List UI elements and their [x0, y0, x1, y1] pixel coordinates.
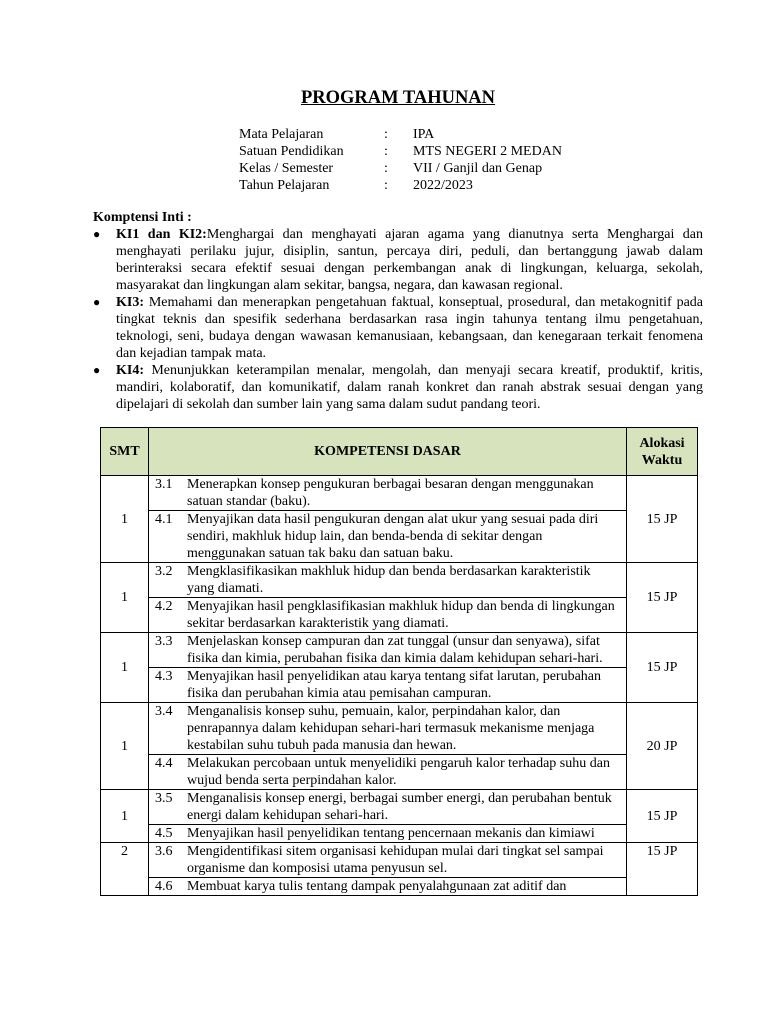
header-alokasi-waktu: Alokasi Waktu — [627, 428, 698, 476]
info-separator: : — [384, 161, 388, 176]
alokasi-cell: 15 JP — [627, 476, 698, 563]
kd-code: 4.5 — [155, 826, 173, 841]
kd-item — [149, 703, 626, 754]
kd-code: 4.3 — [155, 669, 173, 684]
kd-item — [149, 877, 626, 895]
kompetensi-table — [100, 427, 698, 896]
info-label: Kelas / Semester — [239, 161, 334, 176]
table-header-row — [101, 428, 698, 476]
kd-text: Menyajikan hasil penyelidikan atau karya tentang sifat larutan, perubahan fisika dan perubahan kimia atau pemisahan campuran. — [187, 669, 602, 701]
table-row — [101, 703, 698, 790]
smt-cell: 1 — [101, 633, 149, 703]
ki-item — [93, 294, 703, 362]
document-title: PROGRAM TAHUNAN — [300, 88, 496, 108]
alokasi-cell: 15 JP — [627, 563, 698, 633]
table-row — [101, 633, 698, 703]
info-separator: : — [384, 127, 388, 142]
kd-cell — [149, 843, 627, 896]
kd-text: Menyajikan data hasil pengukuran dengan alat ukur yang sesuai pada diri sendiri, makhluk hidup lain, dan benda-benda di sekitar dengan menggunakan satuan tak baku dan satuan baku. — [187, 512, 599, 561]
ki-label: KI4: — [116, 363, 144, 378]
ki-label: KI1 dan KI2: — [116, 227, 207, 242]
header-smt: SMT — [101, 428, 149, 476]
kd-text: Menyajikan hasil penyelidikan tentang pencernaan mekanis dan kimiawi — [187, 826, 595, 841]
bullet-icon: ● — [93, 227, 101, 241]
info-value: 2022/2023 — [413, 178, 473, 193]
kd-text: Membuat karya tulis tentang dampak penyalahgunaan zat aditif dan — [187, 879, 567, 894]
kd-item — [149, 790, 626, 824]
kd-code: 4.6 — [155, 879, 173, 894]
smt-cell: 2 — [101, 843, 149, 896]
kd-code: 3.2 — [155, 564, 173, 579]
info-value: IPA — [413, 127, 435, 142]
kd-text: Mengidentifikasi sitem organisasi kehidupan mulai dari tingkat sel sampai organisme dan komposisi utama penyusun sel. — [187, 844, 604, 876]
info-label: Tahun Pelajaran — [239, 178, 330, 193]
kd-item — [149, 824, 626, 842]
kd-code: 3.4 — [155, 704, 173, 719]
kd-cell — [149, 563, 627, 633]
kd-cell — [149, 790, 627, 843]
kd-text: Melakukan percobaan untuk menyelidiki pengaruh kalor terhadap suhu dan wujud benda serta perpindahan kalor. — [187, 756, 610, 788]
info-value: VII / Ganjil dan Genap — [413, 161, 543, 176]
kd-code: 4.2 — [155, 599, 173, 614]
kd-text: Menyajikan hasil pengklasifikasian makhluk hidup dan benda di lingkungan sekitar berdasarkan karakteristik yang diamati. — [187, 599, 615, 631]
kd-text: Menganalisis konsep suhu, pemuain, kalor, perpindahan kalor, dan penrapannya dalam kehidupan sehari-hari termasuk mekanisme menjaga kestabilan suhu tubuh pada manusia dan hewan. — [187, 704, 595, 753]
ki-item — [93, 362, 703, 413]
kd-item — [149, 633, 626, 667]
table-row — [101, 563, 698, 633]
bullet-icon: ● — [93, 295, 101, 309]
info-separator: : — [384, 144, 388, 159]
kd-text: Menjelaskan konsep campuran dan zat tunggal (unsur dan senyawa), sifat fisika dan kimia, perubahan fisika dan kimia dalam kehidupan sehari-hari. — [187, 634, 603, 666]
ki-item — [93, 226, 703, 294]
kd-code: 4.1 — [155, 512, 173, 527]
smt-cell: 1 — [101, 476, 149, 563]
info-row-school — [239, 143, 562, 160]
smt-cell: 1 — [101, 790, 149, 843]
kd-code: 4.4 — [155, 756, 173, 771]
kd-code: 3.1 — [155, 477, 173, 492]
kd-code: 3.5 — [155, 791, 173, 806]
kd-item — [149, 667, 626, 702]
alokasi-cell: 15 JP — [627, 790, 698, 843]
smt-cell: 1 — [101, 703, 149, 790]
info-row-class — [239, 160, 562, 177]
kd-item — [149, 754, 626, 789]
alokasi-cell: 15 JP — [627, 843, 698, 896]
info-separator: : — [384, 178, 388, 193]
kd-code: 3.6 — [155, 844, 173, 859]
kd-text: Mengklasifikasikan makhluk hidup dan benda berdasarkan karakteristik yang diamati. — [187, 564, 591, 596]
info-label: Satuan Pendidikan — [239, 144, 344, 159]
ki-label: KI3: — [116, 295, 144, 310]
table-row — [101, 843, 698, 896]
kd-item — [149, 563, 626, 597]
info-block — [239, 126, 562, 194]
kd-item — [149, 843, 626, 877]
bullet-icon: ● — [93, 363, 101, 377]
kd-cell — [149, 703, 627, 790]
ki-heading: Komptensi Inti : — [93, 210, 192, 225]
ki-text: Menunjukkan keterampilan menalar, mengolah, dan menyaji secara kreatif, produktif, kritis, mandiri, kolaboratif, dan komunikatif, dalam ranah konkret dan ranah abstrak sesuai dengan yang dipelajari di sekolah dan sumber lain yang sama dalam sudut pandang teori. — [116, 363, 703, 412]
kd-item — [149, 510, 626, 562]
table-row — [101, 790, 698, 843]
alokasi-cell: 20 JP — [627, 703, 698, 790]
kd-cell — [149, 476, 627, 563]
info-label: Mata Pelajaran — [239, 127, 324, 142]
smt-cell: 1 — [101, 563, 149, 633]
ki-text: Menghargai dan menghayati ajaran agama yang dianutnya serta Menghargai dan menghayati perilaku jujur, disiplin, santun, percaya diri, peduli, dan bertanggung jawab dalam berinteraksi secara efektif sesuai dengan perkembangan anak di lingkungan, keluarga, sekolah, masyarakat dan lingkungan alam sekitar, bangsa, negara, dan kawasan regional. — [116, 227, 703, 293]
info-row-year — [239, 177, 562, 194]
kd-item — [149, 476, 626, 510]
kd-item — [149, 597, 626, 632]
table-row — [101, 476, 698, 563]
ki-text: Memahami dan menerapkan pengetahuan faktual, konseptual, prosedural, dan metakognitif pada tingkat teknis dan spesifik sederhana berdasarkan rasa ingin tahunya tentang ilmu pengetahuan, teknologi, seni, budaya dengan wawasan kemanusiaan, kebangsaan, dan kenegaraan terkait fenomena dan kejadian tampak mata. — [116, 295, 703, 361]
info-row-subject — [239, 126, 562, 143]
kd-text: Menerapkan konsep pengukuran berbagai besaran dengan menggunakan satuan standar (baku). — [187, 477, 594, 509]
kd-text: Menganalisis konsep energi, berbagai sumber energi, dan perubahan bentuk energi dalam kehidupan sehari-hari. — [187, 791, 612, 823]
alokasi-cell: 15 JP — [627, 633, 698, 703]
ki-list — [93, 226, 703, 413]
info-value: MTS NEGERI 2 MEDAN — [413, 144, 562, 159]
kd-cell — [149, 633, 627, 703]
header-kompetensi-dasar: KOMPETENSI DASAR — [149, 428, 627, 476]
kd-code: 3.3 — [155, 634, 173, 649]
